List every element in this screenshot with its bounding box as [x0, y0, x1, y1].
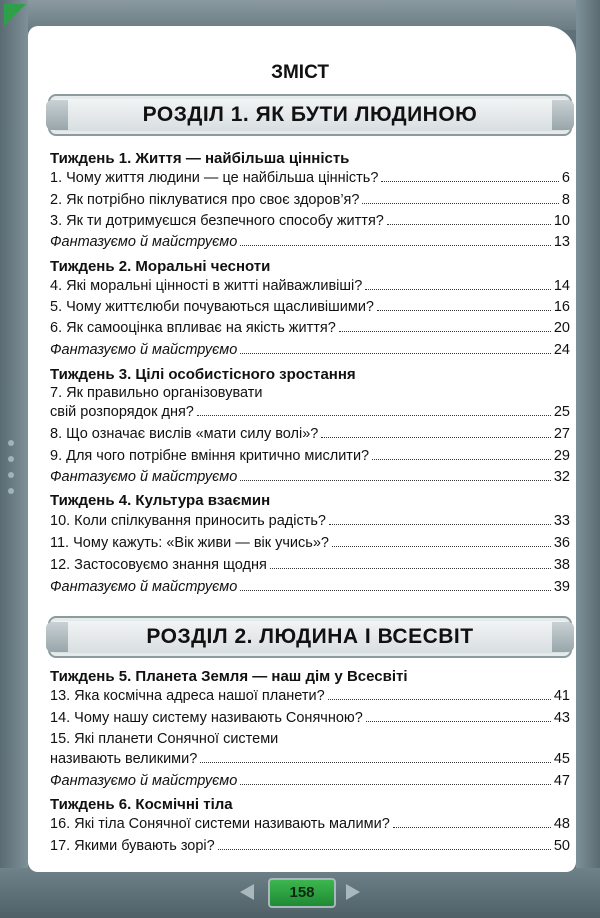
section-title: РОЗДІЛ 2. ЛЮДИНА І ВСЕСВІТ — [146, 625, 474, 648]
entry-page: 48 — [553, 816, 570, 832]
leader-dots — [366, 721, 551, 722]
toc-entry[interactable] — [50, 318, 570, 336]
entry-title: 8. Що означає вислів «мати силу волі»? — [50, 426, 319, 442]
entry-page: 32 — [553, 469, 570, 485]
entry-title-line[interactable]: 7. Як правильно організовувати — [50, 385, 263, 401]
toc-entry[interactable] — [50, 708, 570, 726]
toc-entry[interactable] — [50, 446, 570, 464]
entry-title: 4. Які моральні цінності в житті найважливіші? — [50, 278, 363, 294]
entry-title: 2. Як потрібно піклуватися про своє здоров’я? — [50, 192, 360, 208]
leader-dots — [339, 331, 551, 332]
week-heading: Тиждень 6. Космічні тіла — [50, 796, 233, 813]
week-heading: Тиждень 2. Моральні чесноти — [50, 258, 271, 275]
toc-entry[interactable] — [50, 402, 570, 420]
entry-title-line[interactable]: 15. Які планети Сонячної системи — [50, 731, 279, 747]
toc-entry[interactable] — [50, 771, 570, 789]
entry-page: 38 — [553, 557, 570, 573]
entry-title: 3. Як ти дотримуєшся безпечного способу життя? — [50, 213, 384, 229]
leader-dots — [377, 310, 551, 311]
leader-dots — [329, 524, 551, 525]
entry-title: Фантазуємо й майструємо — [50, 234, 238, 250]
toc-entry[interactable] — [50, 836, 570, 854]
toc-entry[interactable] — [50, 577, 570, 595]
toc-entry[interactable] — [50, 424, 570, 442]
section-banner-2 — [48, 616, 572, 658]
bolt-icon — [8, 488, 14, 494]
week-heading: Тиждень 4. Культура взаємин — [50, 492, 271, 509]
week-heading: Тиждень 3. Цілі особистісного зростання — [50, 366, 356, 383]
entry-page: 39 — [553, 579, 570, 595]
entry-page: 36 — [553, 535, 570, 551]
entry-title: 12. Застосовуємо знання щодня — [50, 557, 267, 573]
bolt-icon — [8, 456, 14, 462]
toc-entry[interactable] — [50, 297, 570, 315]
chevron-left-icon — [240, 884, 254, 900]
toc-entry[interactable] — [50, 511, 570, 529]
entry-page: 14 — [553, 278, 570, 294]
leader-dots — [332, 546, 551, 547]
frame-left — [0, 0, 28, 918]
toc-entry[interactable] — [50, 190, 570, 208]
entry-title: 17. Якими бувають зорі? — [50, 838, 215, 854]
entry-title: називають великими? — [50, 751, 198, 767]
entry-page: 33 — [553, 513, 570, 529]
toc-entry[interactable] — [50, 555, 570, 573]
entry-page: 27 — [553, 426, 570, 442]
chevron-right-icon — [346, 884, 360, 900]
entry-title: 1. Чому життя людини — це найбільша цінність? — [50, 170, 379, 186]
entry-title: Фантазуємо й майструємо — [50, 579, 238, 595]
toc-entry[interactable] — [50, 533, 570, 551]
toc-entry[interactable] — [50, 168, 570, 186]
entry-page: 16 — [553, 299, 570, 315]
page-number: 158 — [268, 878, 336, 908]
leader-dots — [381, 181, 559, 182]
entry-title: 16. Які тіла Сонячної системи називають малими? — [50, 816, 390, 832]
bolt-icon — [8, 472, 14, 478]
entry-page: 8 — [561, 192, 570, 208]
leader-dots — [200, 762, 551, 763]
section-banner-1 — [48, 94, 572, 136]
entry-title: 10. Коли спілкування приносить радість? — [50, 513, 326, 529]
entry-page: 47 — [553, 773, 570, 789]
leader-dots — [372, 459, 551, 460]
entry-page: 45 — [553, 751, 570, 767]
entry-page: 50 — [553, 838, 570, 854]
entry-title: 9. Для чого потрібне вміння критично мислити? — [50, 448, 370, 464]
toc-entry[interactable] — [50, 686, 570, 704]
leader-dots — [365, 289, 551, 290]
toc-entry[interactable] — [50, 814, 570, 832]
frame-right — [576, 0, 600, 918]
entry-page: 24 — [553, 342, 570, 358]
corner-triangle-icon — [4, 4, 26, 26]
entry-title: Фантазуємо й майструємо — [50, 342, 238, 358]
toc-entry[interactable] — [50, 276, 570, 294]
entry-page: 13 — [553, 234, 570, 250]
week-heading: Тиждень 1. Життя — найбільша цінність — [50, 150, 350, 167]
entry-page: 6 — [561, 170, 570, 186]
leader-dots — [240, 784, 551, 785]
entry-title: 11. Чому кажуть: «Вік живи — вік учись»? — [50, 535, 329, 551]
week-heading: Тиждень 5. Планета Земля — наш дім у Всесвіті — [50, 668, 408, 685]
leader-dots — [218, 849, 551, 850]
toc-entry[interactable] — [50, 467, 570, 485]
entry-page: 41 — [553, 688, 570, 704]
leader-dots — [393, 827, 551, 828]
entry-title: 13. Яка космічна адреса нашої планети? — [50, 688, 325, 704]
leader-dots — [321, 437, 551, 438]
leader-dots — [197, 415, 551, 416]
toc-entry[interactable] — [50, 340, 570, 358]
toc-entry[interactable] — [50, 232, 570, 250]
entry-page: 43 — [553, 710, 570, 726]
section-title: РОЗДІЛ 1. ЯК БУТИ ЛЮДИНОЮ — [142, 103, 478, 126]
entry-page: 25 — [553, 404, 570, 420]
page-title: ЗМІСТ — [271, 62, 329, 83]
toc-entry[interactable] — [50, 211, 570, 229]
leader-dots — [240, 480, 551, 481]
toc-entry[interactable] — [50, 749, 570, 767]
entry-page: 29 — [553, 448, 570, 464]
leader-dots — [362, 203, 558, 204]
entry-title: Фантазуємо й майструємо — [50, 469, 238, 485]
entry-title: свій розпорядок дня? — [50, 404, 194, 420]
entry-title: 6. Як самооцінка впливає на якість життя? — [50, 320, 336, 336]
entry-title: 5. Чому життєлюби почуваються щасливішими? — [50, 299, 374, 315]
entry-page: 20 — [553, 320, 570, 336]
entry-title: Фантазуємо й майструємо — [50, 773, 238, 789]
leader-dots — [240, 353, 551, 354]
leader-dots — [328, 699, 551, 700]
entry-page: 10 — [553, 213, 570, 229]
leader-dots — [240, 245, 551, 246]
leader-dots — [270, 568, 551, 569]
bolt-icon — [8, 440, 14, 446]
leader-dots — [240, 590, 551, 591]
entry-title: 14. Чому нашу систему називають Сонячною? — [50, 710, 363, 726]
leader-dots — [387, 224, 551, 225]
